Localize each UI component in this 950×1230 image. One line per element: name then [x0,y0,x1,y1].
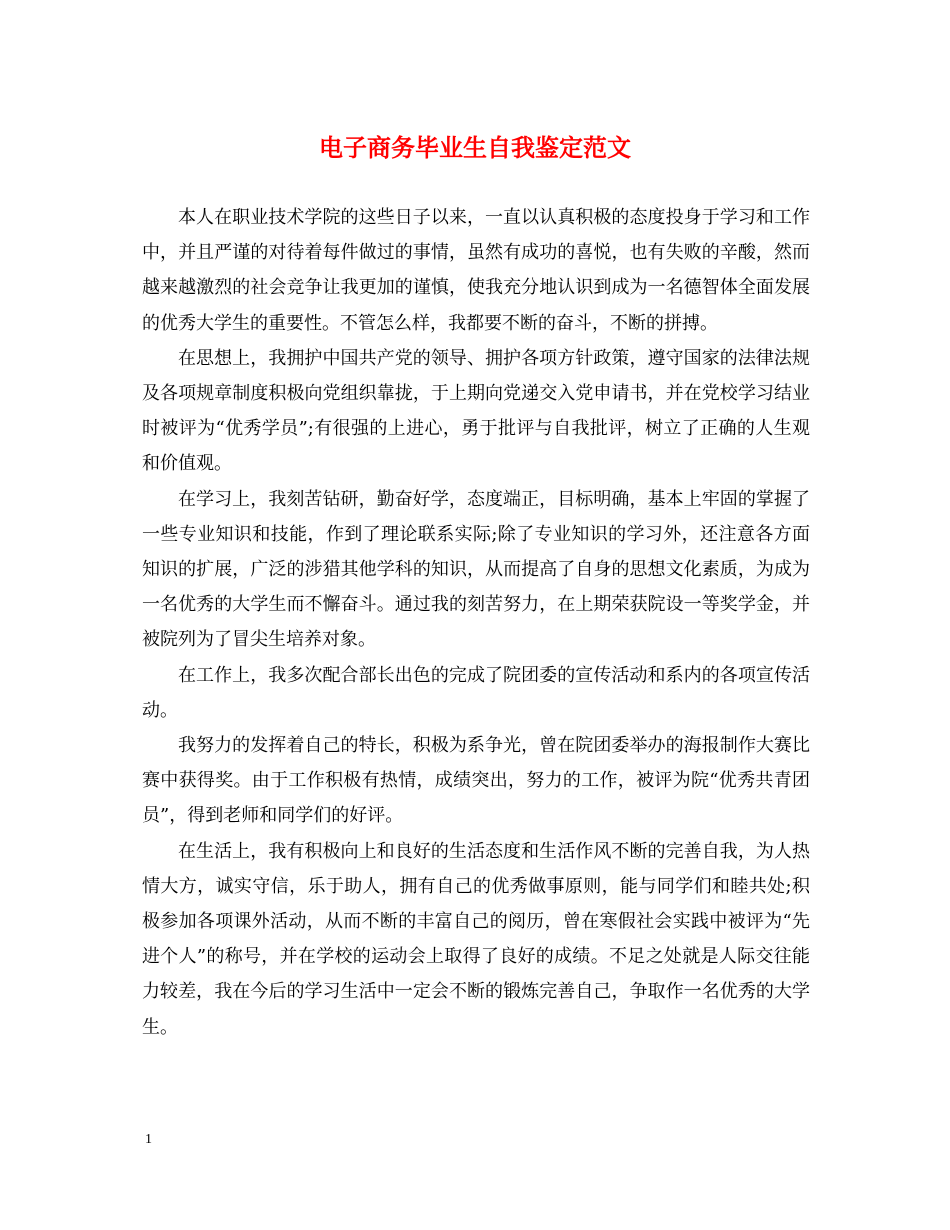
paragraph-study: 在学习上，我刻苦钻研，勤奋好学，态度端正，目标明确，基本上牢固的掌握了一些专业知识和技能，作到了理论联系实际;除了专业知识的学习外，还注意各方面知识的扩展，广泛的涉猎其他学科的知识，从而提高了自身的思想文化素质，为成为一名优秀的大学生而不懈奋斗。通过我的刻苦努力，在上期荣获院设一等奖学金，并被院列为了冒尖生培养对象。 [142,488,810,651]
page-number: 1 [145,1132,152,1147]
paragraph-life: 在生活上，我有积极向上和良好的生活态度和生活作风不断的完善自我，为人热情大方，诚实守信，乐于助人，拥有自己的优秀做事原则，能与同学们和睦共处;积极参加各项课外活动，从而不断的丰富自己的阅历，曾在寒假社会实践中被评为“先进个人”的称号，并在学校的运动会上取得了良好的成绩。不足之处就是人际交往能力较差，我在今后的学习生活中一定会不断的锻炼完善自己，争取作一名优秀的大学生。 [142,840,810,1038]
paragraph-ideology: 在思想上，我拥护中国共产党的领导、拥护各项方针政策，遵守国家的法律法规及各项规章制度积极向党组织靠拢，于上期向党递交入党申请书，并在党校学习结业时被评为“优秀学员”;有很强的上进心，勇于批评与自我批评，树立了正确的人生观和价值观。 [142,347,810,475]
paragraph-work: 在工作上，我多次配合部长出色的完成了院团委的宣传活动和系内的各项宣传活动。 [142,664,810,721]
paragraph-intro: 本人在职业技术学院的这些日子以来，一直以认真积极的态度投身于学习和工作中，并且严谨的对待着每件做过的事情，虽然有成功的喜悦，也有失败的辛酸，然而越来越激烈的社会竞争让我更加的谨慎，使我充分地认识到成为一名德智体全面发展的优秀大学生的重要性。不管怎么样，我都要不断的奋斗，不断的拼搏。 [142,207,810,334]
document-body [142,200,810,1045]
paragraph-achievements: 我努力的发挥着自己的特长，积极为系争光，曾在院团委举办的海报制作大赛比赛中获得奖。由于工作积极有热情，成绩突出，努力的工作，被评为院“优秀共青团员”，得到老师和同学们的好评。 [142,735,810,827]
document-title: 电子商务毕业生自我鉴定范文 [319,133,631,162]
